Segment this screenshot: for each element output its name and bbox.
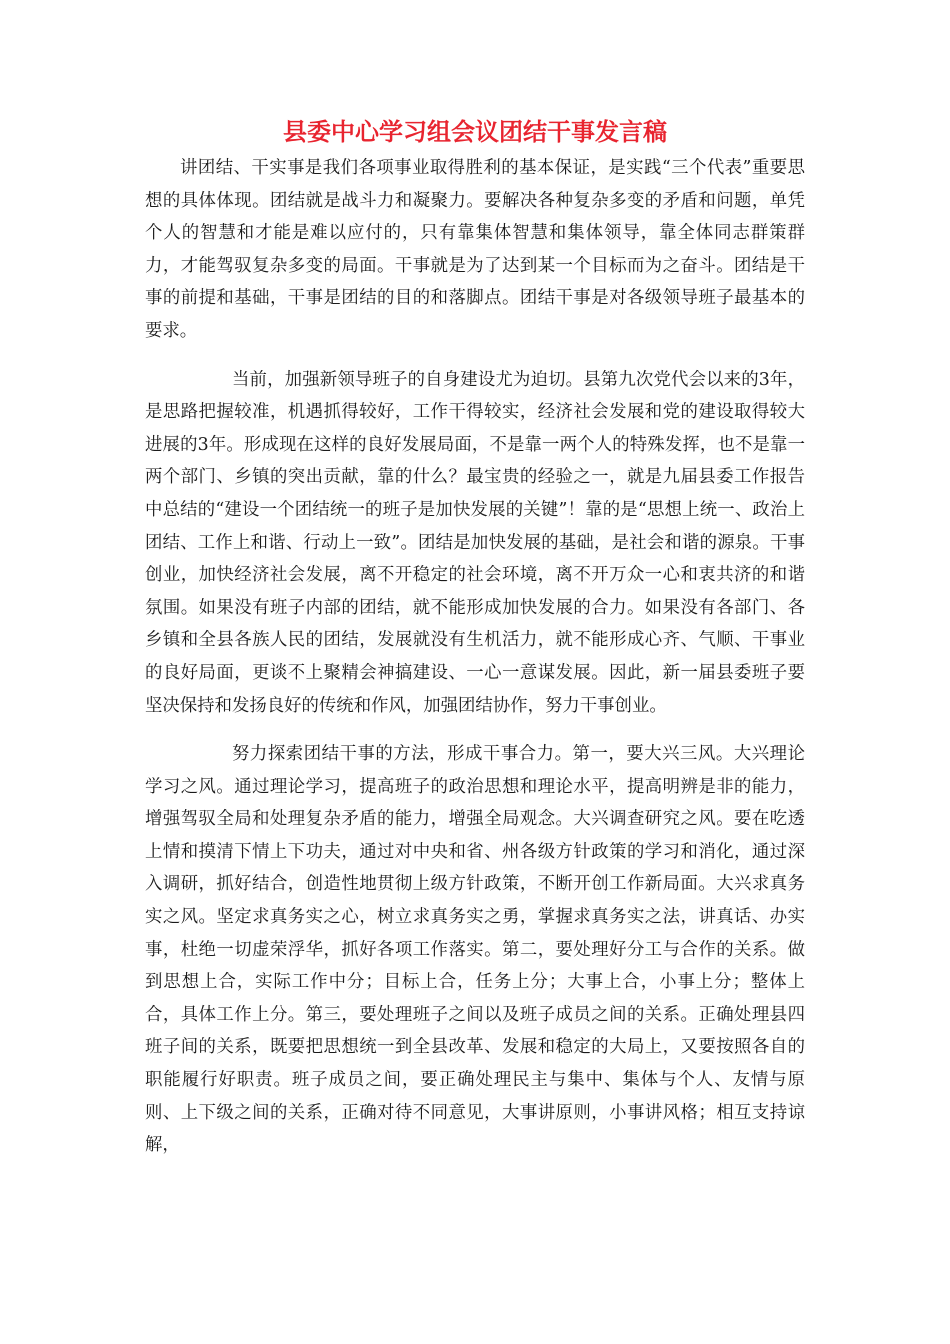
paragraph-3: 努力探索团结干事的方法，形成干事合力。第一，要大兴三风。大兴理论学习之风。通过理论学习，提高班子的政治思想和理论水平，提高明辨是非的能力，增强驾驭全局和处理复杂矛盾的能力，增强全局观念。大兴调查研究之风。要在吃透上情和摸清下情上下功夫，通过对中央和省、州各级方针政策的学习和消化，通过深入调研，抓好结合，创造性地贯彻上级方针政策，不断开创工作新局面。大兴求真务实之风。坚定求真务实之心，树立求真务实之勇，掌握求真务实之法，讲真话、办实事，杜绝一切虚荣浮华，抓好各项工作落实。第二，要处理好分工与合作的关系。做到思想上合，实际工作中分；目标上合，任务上分；大事上合，小事上分；整体上合，具体工作上分。第三，要处理班子之间以及班子成员之间的关系。正确处理县四班子间的关系，既要把思想统一到全县改革、发展和稳定的大局上，又要按照各自的职能履行好职责。班子成员之间，要正确处理民主与集中、集体与个人、友情与原则、上下级之间的关系，正确对待不同意见，大事讲原则，小事讲风格；相互支持谅解， [145, 744, 805, 1156]
paragraph-2: 当前，加强新领导班子的自身建设尤为迫切。县第九次党代会以来的3年，是思路把握较准，机遇抓得较好，工作干得较实，经济社会发展和党的建设取得较大进展的3年。形成现在这样的良好发展局面，不是靠一两个人的特殊发挥，也不是靠一两个部门、乡镇的突出贡献，靠的什么？最宝贵的经验之一，就是九届县委工作报告中总结的“建设一个团结统一的班子是加快发展的关键”！靠的是“思想上统一、政治上团结、工作上和谐、行动上一致”。团结是加快发展的基础，是社会和谐的源泉。干事创业，加快经济社会发展，离不开稳定的社会环境，离不开万众一心和衷共济的和谐氛围。如果没有班子内部的团结，就不能形成加快发展的合力。如果没有各部门、各乡镇和全县各族人民的团结，发展就没有生机活力，就不能形成心齐、气顺、干事业的良好局面，更谈不上聚精会神搞建设、一心一意谋发展。因此，新一届县委班子要坚决保持和发扬良好的传统和作风，加强团结协作，努力干事创业。 [145, 369, 805, 716]
document-page [145, 112, 805, 1162]
document-title: 县委中心学习组会议团结干事发言稿 [283, 118, 667, 146]
paragraph-1: 讲团结、干实事是我们各项事业取得胜利的基本保证，是实践“三个代表”重要思想的具体体现。团结就是战斗力和凝聚力。要解决各种复杂多变的矛盾和问题，单凭个人的智慧和才能是难以应付的，只有靠集体智慧和集体领导，靠全体同志群策群力，才能驾驭复杂多变的局面。干事就是为了达到某一个目标而为之奋斗。团结是干事的前提和基础，干事是团结的目的和落脚点。团结干事是对各级领导班子最基本的要求。 [145, 158, 805, 341]
